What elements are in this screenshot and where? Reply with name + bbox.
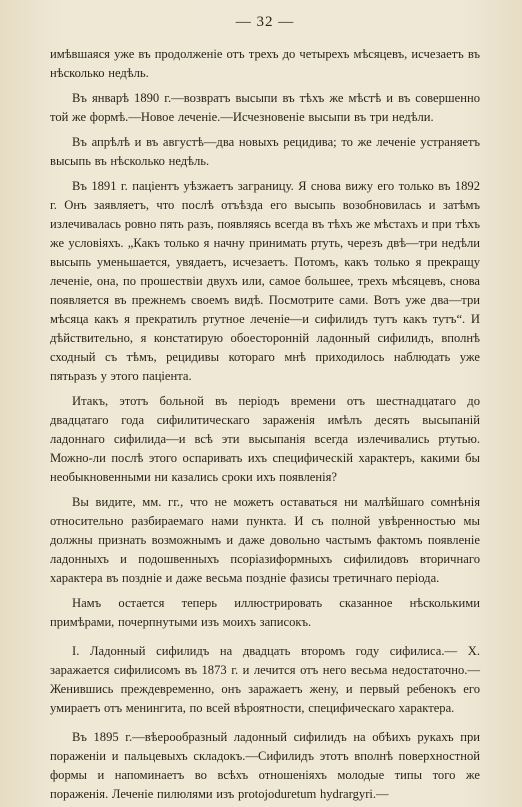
paragraph-1: имѣвшаяся уже въ продолженіе отъ трехъ до четырехъ мѣсяцевъ, исчезаетъ въ нѣсколько недѣль.: [50, 47, 480, 80]
paragraph-7: Намъ остается теперь иллюстрировать сказанное нѣсколькими примѣрами, почерпнутыми изъ моихъ записокъ.: [50, 596, 480, 629]
paragraph-3: Въ апрѣлѣ и въ августѣ—два новыхъ рецидива; то же леченіе устраняетъ высыпь въ нѣсколько недѣль.: [50, 135, 480, 168]
paragraph-5: Итакъ, этотъ больной въ періодъ времени отъ шестнадцатаго до двадцатаго года сифилитическаго зараженія имѣлъ десять высыпаній ладоннаго сифилида—и всѣ эти высыпанія всегда излечивались ртутью. Можно-ли послѣ этого оспаривать ихъ специфическій характеръ, какими бы необыкновенными ни казались сроки ихъ появленія?: [50, 394, 480, 484]
paragraph-8: I. Ладонный сифилидъ на двадцать второмъ году сифилиса.— X. заражается сифилисомъ въ 1873 г. и лечится отъ него весьма недостаточно.—Женившись преждевременно, онъ заражаетъ жену, и первый ребенокъ его умираетъ отъ менингита, по всей вѣроятности, специфическаго характера.: [50, 644, 480, 715]
paragraph-2: Въ январѣ 1890 г.—возвратъ высыпи въ тѣхъ же мѣстѣ и въ совершенно той же формѣ.—Новое леченіе.—Исчезновеніе высыпи въ три недѣли.: [50, 91, 480, 124]
paragraph-4: Въ 1891 г. паціентъ уѣзжаетъ заграницу. Я снова вижу его только въ 1892 г. Онъ заявляетъ, что послѣ отъѣзда его высыпь возобновилась и затѣмъ излечивалась ровно пять разъ, появляясь всегда въ тѣхъ же мѣстахъ и при тѣхъ же условіяхъ. „Какъ только я начну принимать ртуть, черезъ двѣ—три недѣли высыпь уменьшается, увядаетъ, исчезаетъ. Потомъ, какъ только я прекращу леченіе, она, по прошествіи двухъ или, самое большее, трехъ мѣсяцевъ, снова появляется въ прежнемъ своемъ видѣ. Посмотрите сами. Вотъ уже два—три мѣсяца какъ я прекратилъ ртутное леченіе—и сифилидъ тутъ какъ тутъ“. И дѣйствительно, я констатирую обоесторонній ладонный сифилидъ, вполнѣ сходный съ тѣмъ, рецидивы котораго мнѣ приходилось наблюдать уже пятьразъ у этого паціента.: [50, 179, 480, 383]
page-number: — 32 —: [235, 14, 295, 30]
paragraph-6: Вы видите, мм. гг., что не можетъ оставаться ни малѣйшаго сомнѣнія относительно разбираемаго нами пункта. И съ полной увѣренностью мы должны признать возможнымъ и даже довольно частымъ фактомъ появленіе ладонныхъ и подошвенныхъ псоріазиформныхъ сифилидовъ вторичнаго характера въ позднiе и даже весьма позднiе фазисы третичнаго періода.: [50, 495, 480, 585]
paragraph-9: Въ 1895 г.—вѣерообразный ладонный сифилидъ на обѣихъ рукахъ при пораженіи и пальцевыхъ складокъ.—Сифилидъ этотъ вполнѣ поверхностной формы и напоминаетъ во всѣхъ отношеніяхъ молодые типы того же пораженія. Леченіе пилюлями изъ protojoduretum hydrargyri.—: [50, 730, 480, 801]
